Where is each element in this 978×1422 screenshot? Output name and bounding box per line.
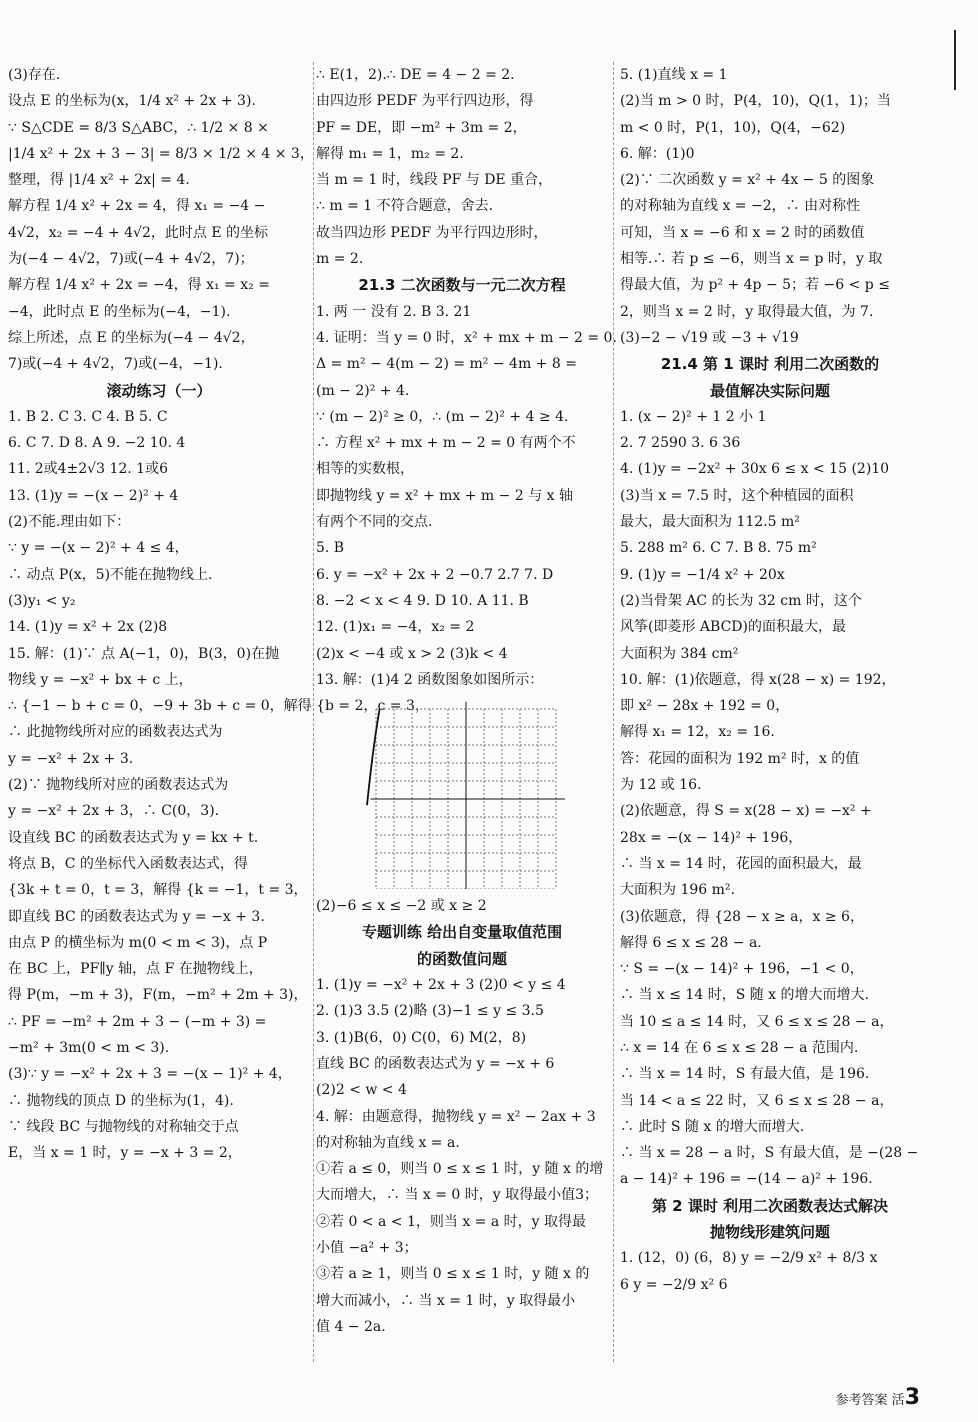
- function-curve: [367, 709, 380, 805]
- answer-line: 即直线 BC 的函数表达式为 y = −x + 3.: [8, 908, 265, 925]
- answer-line: y = −x² + 2x + 3.: [8, 750, 134, 767]
- answer-line: 答：花园的面积为 192 m² 时，x 的值: [620, 750, 860, 767]
- answer-line: 当 14 < a ≤ 22 时，又 6 ≤ x ≤ 28 − a，: [620, 1092, 894, 1109]
- answer-line: −m² + 3m(0 < m < 3).: [8, 1039, 170, 1056]
- answer-line: 12. (1)x₁ = −4，x₂ = 2: [316, 619, 475, 636]
- answer-line: (2)2 < w < 4: [316, 1082, 407, 1099]
- function-graph: [366, 699, 566, 889]
- answer-line: 9. (1)y = −1/4 x² + 20x: [620, 566, 785, 583]
- answer-line: m = 2.: [316, 251, 364, 268]
- answer-line: Δ = m² − 4(m − 2) = m² − 4m + 8 =: [316, 356, 577, 373]
- answer-line: 即抛物线 y = x² + mx + m − 2 与 x 轴: [316, 487, 573, 504]
- answer-line: 2. 7 2590 3. 6 36: [620, 435, 741, 452]
- answer-line: 3. (1)B(6，0) C(0，6) M(2，8): [316, 1029, 527, 1046]
- answer-line: 物线 y = −x² + bx + c 上，: [8, 671, 193, 688]
- section-heading: 21.4 第 1 课时 利用二次函数的: [660, 355, 880, 374]
- answer-line: (m − 2)² + 4.: [316, 382, 410, 399]
- answer-line: ∵ (m − 2)² ≥ 0，∴ (m − 2)² + 4 ≥ 4.: [316, 408, 569, 425]
- answer-line: 13. 解：(1)4 2 函数图象如图所示：: [316, 671, 544, 688]
- answer-line: 的对称轴为直线 x = −2，∴ 由对称性: [620, 198, 861, 215]
- answer-line: 的对称轴为直线 x = a.: [316, 1134, 460, 1151]
- answer-line: ∵ y = −(x − 2)² + 4 ≤ 4，: [8, 540, 189, 557]
- answer-line: 1. 两 一 没有 2. B 3. 21: [316, 303, 472, 320]
- answer-line: (2)依题意，得 S = x(28 − x) = −x² +: [620, 803, 872, 820]
- answer-line: 15. 解：(1)∵ 点 A(−1，0)，B(3，0)在抛: [8, 645, 280, 662]
- answer-line: 7)或(−4 + 4√2，7)或(−4，−1).: [8, 356, 223, 373]
- answer-line: 4. 证明：当 y = 0 时，x² + mx + m − 2 = 0.: [316, 329, 617, 346]
- answer-line: ∴ 当 x = 14 时，S 有最大值，是 196.: [620, 1066, 870, 1083]
- answer-line: 为 12 或 16.: [620, 777, 702, 794]
- answer-line: 大面积为 384 cm²: [620, 645, 739, 662]
- answer-line: ∴ 此抛物线所对应的函数表达式为: [8, 724, 223, 741]
- graph-figure: [366, 699, 566, 889]
- answer-line: ∴ x = 14 在 6 ≤ x ≤ 28 − a 范围内.: [620, 1039, 859, 1056]
- answer-line: 将点 B，C 的坐标代入函数表达式，得: [8, 855, 248, 872]
- answer-line: 13. (1)y = −(x − 2)² + 4: [8, 487, 179, 504]
- answer-line: 最大，最大面积为 112.5 m²: [620, 514, 800, 531]
- answer-line: 值 4 − 2a.: [316, 1318, 386, 1335]
- answer-line: ∴ PF = −m² + 2m + 3 − (−m + 3) =: [8, 1013, 267, 1030]
- answer-line: 小值 −a² + 3；: [316, 1239, 418, 1256]
- answer-line: 解得 m₁ = 1，m₂ = 2.: [316, 145, 464, 162]
- answer-line: 有两个不同的交点.: [316, 514, 433, 531]
- answer-line: 当 m = 1 时，线段 PF 与 DE 重合，: [316, 172, 553, 189]
- answer-line: ∴ 当 x = 28 − a 时，S 有最大值，是 −(28 −: [620, 1145, 919, 1162]
- section-heading: 的函数值问题: [416, 949, 507, 968]
- answer-line: (2)∵ 抛物线所对应的函数表达式为: [8, 777, 229, 794]
- answer-line: 增大而减小，∴ 当 x = 1 时，y 取得最小: [316, 1292, 576, 1309]
- answer-line: 相等的实数根，: [316, 461, 414, 478]
- answer-line: ③若 a ≥ 1，则当 0 ≤ x ≤ 1 时，y 随 x 的: [316, 1266, 590, 1283]
- answer-line: 直线 BC 的函数表达式为 y = −x + 6: [316, 1055, 555, 1072]
- answer-line: (2)−6 ≤ x ≤ −2 或 x ≥ 2: [316, 898, 487, 915]
- answer-line: ∴ 此时 S 随 x 的增大而增大.: [620, 1118, 805, 1135]
- answer-line: ∵ S = −(x − 14)² + 196，−1 < 0，: [620, 961, 864, 978]
- answer-line: 6. y = −x² + 2x + 2 −0.7 2.7 7. D: [316, 566, 554, 583]
- answer-line: ∴ E(1，2).∴ DE = 4 − 2 = 2.: [316, 67, 515, 83]
- answer-line: 6. C 7. D 8. A 9. −2 10. 4: [8, 435, 186, 452]
- answer-line: (3)−2 − √19 或 −3 + √19: [620, 329, 799, 346]
- footer-tag: 活: [891, 1393, 905, 1408]
- section-heading: 抛物线形建筑问题: [709, 1223, 830, 1242]
- answer-line: 风筝(即菱形 ABCD)的面积最大，最: [620, 619, 846, 636]
- answer-line: 大而增大，∴ 当 x = 0 时，y 取得最小值3；: [316, 1187, 599, 1204]
- answer-line: 可知，当 x = −6 和 x = 2 时的函数值: [620, 224, 865, 241]
- answer-line: 设点 E 的坐标为(x，1/4 x² + 2x + 3).: [8, 93, 256, 110]
- section-heading: 21.3 二次函数与一元二次方程: [358, 276, 566, 295]
- answer-line: 1. (x − 2)² + 1 2 小 1: [620, 408, 767, 425]
- answer-line: 4√2，x₂ = −4 + 4√2，此时点 E 的坐标: [8, 224, 268, 241]
- answer-line: ∴ 动点 P(x，5)不能在抛物线上.: [8, 566, 213, 583]
- answer-line: 故当四边形 PEDF 为平行四边形时，: [316, 224, 548, 241]
- answer-line: 28x = −(x − 14)² + 196，: [620, 829, 803, 846]
- footer-label: 参考答案: [835, 1393, 888, 1408]
- column-divider: [613, 62, 614, 1362]
- answer-line: ∴ 方程 x² + mx + m − 2 = 0 有两个不: [316, 435, 576, 452]
- answer-line: 为(−4 − 4√2，7)或(−4 + 4√2，7)；: [8, 251, 254, 268]
- answer-line: 相等.∴ 若 p ≤ −6，则当 x = p 时，y 取: [620, 251, 883, 268]
- page-number: 3: [904, 1385, 920, 1410]
- answer-line: 5. 288 m² 6. C 7. B 8. 75 m²: [620, 540, 817, 557]
- answer-line: ②若 0 < a < 1，则当 x = a 时，y 取得最: [316, 1213, 587, 1230]
- answer-line: (3)当 x = 7.5 时，这个种植园的面积: [620, 487, 854, 504]
- answer-line: 6 y = −2/9 x² 6: [620, 1276, 728, 1293]
- answer-line: 当 10 ≤ a ≤ 14 时，又 6 ≤ x ≤ 28 − a，: [620, 1013, 894, 1030]
- answer-line: 解得 x₁ = 12，x₂ = 16.: [620, 724, 775, 741]
- answer-column-2: [316, 62, 617, 1340]
- answer-line: 综上所述，点 E 的坐标为(−4 − 4√2，: [8, 329, 255, 346]
- answer-line: E，当 x = 1 时，y = −x + 3 = 2，: [8, 1145, 242, 1162]
- answer-line: 1. B 2. C 3. C 4. B 5. C: [8, 408, 168, 425]
- answer-line: (3)y₁ < y₂: [8, 592, 76, 609]
- answer-line: 由四边形 PEDF 为平行四边形，得: [316, 93, 534, 110]
- answer-line: (2)∵ 二次函数 y = x² + 4x − 5 的图象: [620, 172, 875, 189]
- answer-line: 2. (1)3 3.5 (2)略 (3)−1 ≤ y ≤ 3.5: [316, 1003, 544, 1020]
- answer-line: (2)当 m > 0 时，P(4，10)，Q(1，1)；当: [620, 93, 891, 110]
- answer-line: (3)依题意，得 {28 − x ≥ a，x ≥ 6，: [620, 908, 864, 925]
- answer-line: 6. 解：(1)0: [620, 145, 695, 162]
- section-heading: 专题训练 给出自变量取值范围: [361, 923, 563, 942]
- answer-line: ∴ 当 x ≤ 14 时，S 随 x 的增大而增大.: [620, 987, 869, 1004]
- answer-line: 1. (12，0) (6，8) y = −2/9 x² + 8/3 x: [620, 1250, 878, 1267]
- answer-line: a − 14)² + 196 = −(14 − a)² + 196.: [620, 1171, 873, 1188]
- answer-line: 解得 6 ≤ x ≤ 28 − a.: [620, 934, 762, 951]
- answer-line: (2)不能.理由如下：: [8, 514, 131, 531]
- answer-line: ∴ 抛物线的顶点 D 的坐标为(1，4).: [8, 1092, 234, 1109]
- answer-line: 整理，得 |1/4 x² + 2x| = 4.: [8, 172, 190, 189]
- answer-line: ①若 a ≤ 0，则当 0 ≤ x ≤ 1 时，y 随 x 的增: [316, 1161, 604, 1178]
- answer-line: 5. (1)直线 x = 1: [620, 67, 728, 83]
- answer-line: 8. −2 < x < 4 9. D 10. A 11. B: [316, 592, 529, 609]
- answer-line: ∴ 当 x = 14 时，花园的面积最大，最: [620, 855, 862, 872]
- answer-line: 解方程 1/4 x² + 2x = −4，得 x₁ = x₂ =: [8, 277, 270, 294]
- answer-line: 10. 解：(1)依题意，得 x(28 − x) = 192，: [620, 671, 896, 688]
- answer-line: 5. B: [316, 540, 345, 557]
- section-heading: 第 2 课时 利用二次函数表达式解决: [651, 1196, 889, 1215]
- answer-line: 得最大值，为 p² + 4p − 5；若 −6 < p ≤: [620, 277, 890, 294]
- answer-line: 大面积为 196 m².: [620, 882, 735, 899]
- answer-line: (3)存在.: [8, 67, 61, 83]
- answer-line: {3k + t = 0，t = 3，解得 {k = −1，t = 3，: [8, 882, 308, 899]
- answer-line: 设直线 BC 的函数表达式为 y = kx + t.: [8, 829, 259, 846]
- section-heading: 滚动练习（一）: [106, 381, 212, 400]
- answer-line: 2，则当 x = 2 时，y 取得最大值，为 7.: [620, 303, 874, 320]
- answer-line: PF = DE，即 −m² + 3m = 2，: [316, 119, 527, 136]
- answer-line: (2)x < −4 或 x > 2 (3)k < 4: [316, 645, 508, 662]
- section-heading: 最值解决实际问题: [709, 381, 830, 400]
- answer-line: ∵ S△CDE = 8/3 S△ABC，∴ 1/2 × 8 ×: [8, 119, 269, 136]
- answer-line: −4，此时点 E 的坐标为(−4，−1).: [8, 303, 231, 320]
- answer-line: 即 x² − 28x + 192 = 0，: [620, 698, 790, 715]
- answer-line: 解方程 1/4 x² + 2x = 4，得 x₁ = −4 −: [8, 198, 266, 215]
- answer-line: 得 P(m，−m + 3)，F(m，−m² + 2m + 3)，: [8, 987, 308, 1004]
- answer-line: (2)当骨架 AC 的长为 32 cm 时，这个: [620, 592, 862, 609]
- answer-line: ∵ 线段 BC 与抛物线的对称轴交于点: [8, 1118, 239, 1135]
- answer-line: (3)∵ y = −x² + 2x + 3 = −(x − 1)² + 4，: [8, 1066, 292, 1083]
- answer-line: 14. (1)y = x² + 2x (2)8: [8, 619, 168, 636]
- answer-line: 4. 解：由题意得，抛物线 y = x² − 2ax + 3: [316, 1108, 596, 1125]
- page-edge-mark: [954, 30, 970, 90]
- answer-line: 在 BC 上，PF∥y 轴，点 F 在抛物线上，: [8, 961, 263, 978]
- answer-column-3: [620, 62, 920, 1298]
- answer-line: 4. (1)y = −2x² + 30x 6 ≤ x < 15 (2)10: [620, 461, 890, 478]
- answer-line: ∴ {−1 − b + c = 0，−9 + 3b + c = 0，解得 {b = 2，c = 3，: [8, 698, 429, 715]
- answer-line: |1/4 x² + 2x + 3 − 3| = 8/3 × 1/2 × 4 × 3，: [8, 145, 314, 162]
- answer-line: 11. 2或4±2√3 12. 1或6: [8, 461, 168, 478]
- answer-line: y = −x² + 2x + 3，∴ C(0，3).: [8, 803, 220, 820]
- answer-line: m < 0 时，P(1，10)，Q(4，−62): [620, 119, 846, 136]
- answer-line: 1. (1)y = −x² + 2x + 3 (2)0 < y ≤ 4: [316, 977, 566, 994]
- answer-line: ∴ m = 1 不符合题意，舍去.: [316, 198, 494, 215]
- answer-line: 由点 P 的横坐标为 m(0 < m < 3)，点 P: [8, 934, 268, 951]
- page-footer: [836, 1385, 920, 1410]
